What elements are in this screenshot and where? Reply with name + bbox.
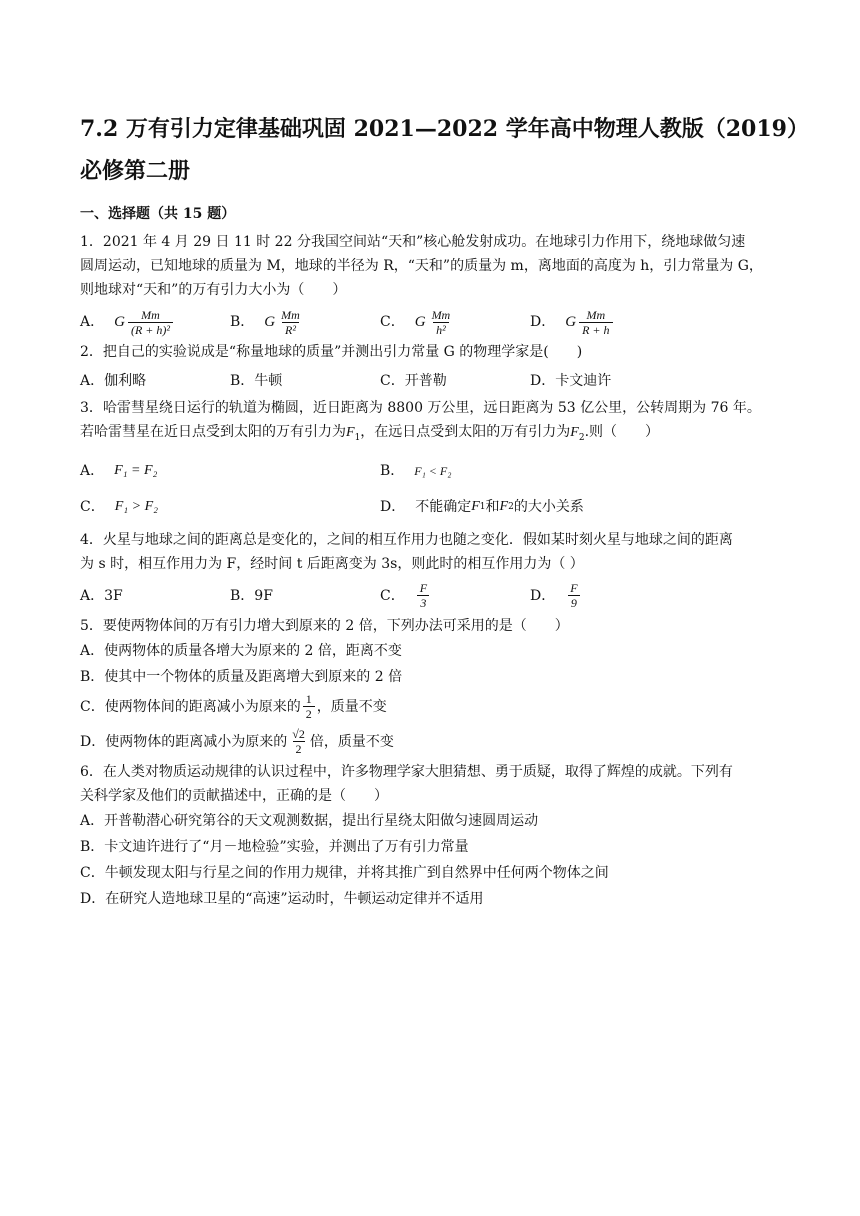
fraction: $\frac{F}{3}$	[417, 581, 430, 610]
question-4-option-a[interactable]: A．3F	[80, 587, 123, 604]
question-1-option-a[interactable]: A． G $\frac{Mm}{\text{(R + h)²}}$	[80, 308, 230, 337]
question-1-option-b[interactable]: B． G $\frac{Mm}{\text{R²}}$	[230, 308, 380, 337]
question-6	[80, 760, 792, 912]
question-4-option-d[interactable]: D． $\frac{F}{9}$	[530, 581, 680, 610]
question-4-option-b[interactable]: B．9F	[230, 587, 273, 604]
question-5-stem: 5．要使两物体间的万有引力增大到原来的 2 倍，下列办法可采用的是（ ）	[80, 617, 569, 634]
fraction: $\frac{Mm}{\text{R²}}$	[281, 307, 300, 337]
question-4-option-c[interactable]: C． $\frac{F}{3}$	[380, 581, 530, 610]
question-5-option-d[interactable]: D．使两物体的距离减小为原来的 $\frac{√2}{2}$ 倍，质量不变	[80, 727, 394, 757]
question-6-stem-line2: 关科学家及他们的贡献描述中，正确的是（ ）	[80, 787, 388, 804]
question-6-option-b[interactable]: B．卡文迪许进行了“月－地检验”实验，并测出了万有引力常量	[80, 838, 469, 855]
question-4-stem-line1: 4．火星与地球之间的距离总是变化的，之间的相互作用力也随之变化．假如某时刻火星与地球之间的距离	[80, 531, 733, 548]
question-5-option-b[interactable]: B．使其中一个物体的质量及距离增大到原来的 2 倍	[80, 668, 403, 685]
question-1-stem-line1: 1．2021 年 4 月 29 日 11 时 22 分我国空间站“天和”核心舱发射成功。在地球引力作用下，绕地球做匀速	[80, 234, 746, 250]
question-3-stem-line2: 若哈雷彗星在近日点受到太阳的万有引力为$F_1$，在远日点受到太阳的万有引力为$F_2$.则（ ）	[80, 424, 660, 443]
question-4-stem-line2: 为 s 时，相互作用力为 F，经时间 t 后距离变为 3s，则此时的相互作用力为（ ）	[80, 555, 584, 572]
question-2-option-c[interactable]: C．开普勒	[380, 373, 447, 389]
fraction: $\frac{F}{9}$	[567, 581, 580, 610]
question-6-stem-line1: 6．在人类对物质运动规律的认识过程中，许多物理学家大胆猜想、勇于质疑，取得了辉煌的成就。下列有	[80, 763, 733, 780]
question-2-option-a[interactable]: A．伽利略	[80, 373, 147, 389]
question-5-option-a[interactable]: A．使两物体的质量各增大为原来的 2 倍，距离不变	[80, 642, 402, 659]
section-header: 一、选择题（共 15 题）	[80, 206, 236, 222]
fraction: $\frac{√2}{2}$	[292, 727, 305, 757]
question-6-option-a[interactable]: A．开普勒潜心研究第谷的天文观测数据，提出行星绕太阳做匀速圆周运动	[80, 812, 539, 829]
question-1-option-c[interactable]: C． G $\frac{Mm}{\text{h²}}$	[380, 308, 530, 337]
question-6-option-d[interactable]: D．在研究人造地球卫星的“高速”运动时，牛顿运动定律并不适用	[80, 890, 484, 907]
question-3	[80, 396, 792, 522]
question-2-stem: 2．把自己的实验说成是“称量地球的质量”并测出引力常量 G 的物理学家是( )	[80, 344, 583, 360]
question-3-option-d[interactable]: D． 不能确定 F 1 和 F 2 的大小关系	[380, 498, 584, 515]
question-3-option-c[interactable]: C． F₁ > F₂	[80, 498, 159, 515]
question-2-option-b[interactable]: B．牛顿	[230, 373, 283, 389]
question-5	[80, 614, 792, 760]
document-title-line1: 7.2 万有引力定律基础巩固 2021—2022 学年高中物理人教版（2019）	[80, 116, 809, 142]
question-3-option-a[interactable]: A． F₁ = F₂	[80, 462, 158, 479]
question-1-stem-line3: 则地球对“天和”的万有引力大小为（ ）	[80, 282, 347, 298]
question-4	[80, 528, 792, 614]
fraction: $\frac{1}{2}$	[303, 692, 315, 721]
question-2-option-d[interactable]: D．卡文迪许	[530, 373, 612, 389]
document-title-line2: 必修第二册	[80, 158, 191, 184]
question-6-option-c[interactable]: C．牛顿发现太阳与行星之间的作用力规律，并将其推广到自然界中任何两个物体之间	[80, 864, 609, 881]
document-page	[80, 108, 809, 912]
fraction: $\frac{Mm}{\text{h²}}$	[431, 307, 451, 337]
question-2	[80, 340, 792, 396]
question-1-option-d[interactable]: D． G $\frac{Mm}{R + h}$	[530, 308, 680, 337]
fraction: $\frac{Mm}{R + h}$	[579, 308, 612, 337]
question-1	[80, 230, 792, 340]
question-1-stem-line2: 圆周运动，已知地球的质量为 M，地球的半径为 R，“天和”的质量为 m，离地面的高度为 h，引力常量为 G，	[80, 258, 763, 274]
question-3-stem-line1: 3．哈雷彗星绕日运行的轨道为椭圆，近日距离为 8800 万公里，远日距离为 53 亿公里，公转周期为 76 年。	[80, 400, 761, 416]
question-5-option-c[interactable]: C．使两物体间的距离减小为原来的 $\frac{1}{2}$ ，质量不变	[80, 692, 387, 722]
question-3-option-b[interactable]: B． F₁ < F₂	[380, 462, 452, 479]
fraction: $\frac{Mm}{\text{(R + h)²}}$	[128, 308, 173, 337]
